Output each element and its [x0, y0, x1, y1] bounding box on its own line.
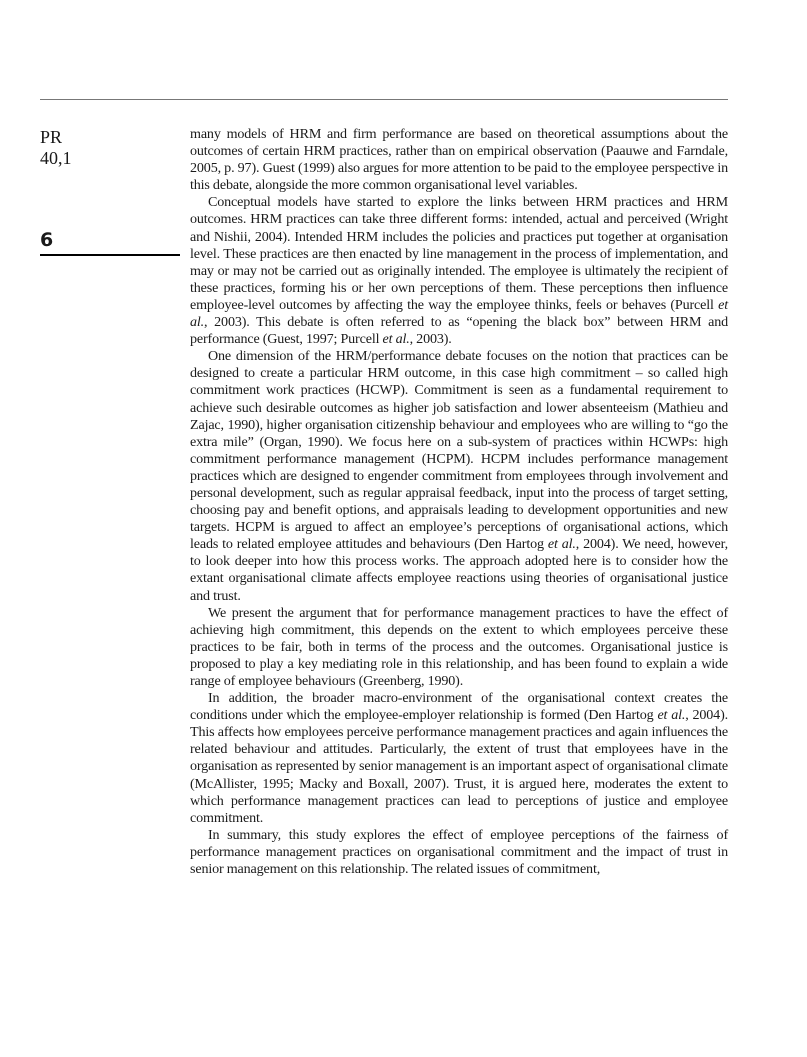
paragraph — [190, 605, 728, 690]
paragraph — [190, 827, 728, 878]
header-rule — [40, 99, 728, 100]
italic-text: et al. — [547, 536, 576, 553]
paragraph — [190, 690, 728, 827]
italic-text: et al. — [382, 331, 410, 348]
text-run: , 2004). This affects how employees perceive performance management practices and again influences the related behaviour and attitudes. Particularly, the extent of trust that employees have in the organisation as represented by senior management is an important aspect of organisational climate (McAllister, 1995; Macky and Boxall, 2007). Trust, it is argued here, moderates the extent to which performance management practices can lead to perceptions of justice and employee commitment. — [190, 707, 728, 826]
text-run: , 2003). This debate is often referred to as “opening the black box” between HRM and performance (Guest, 1997; Purcell — [190, 314, 728, 348]
text-run: Conceptual models have started to explore the links between HRM practices and HRM outcomes. HRM practices can take three different forms: intended, actual and perceived (Wright and Nishii, 2004). Intended HRM includes the policies and practices put together at organisation level. These practices are then enacted by line management in the process of implementation, and may or may not be carried out as originally intended. The employee is ultimately the recipient of these practices, forming his or her own perceptions of them. These perceptions then influence employee-level outcomes by affecting the way the employee thinks, feels or behaves (Purcell — [190, 194, 728, 313]
paragraph — [190, 194, 728, 348]
italic-text: et al. — [190, 296, 728, 331]
text-run: , 2004). We need, however, to look deeper into how this process works. The approach adopted here is to consider how the extant organisational climate affects employee reactions using theories of organisational justice and trust. — [190, 536, 728, 604]
text-run: One dimension of the HRM/performance debate focuses on the notion that practices can be designed to create a particular HRM outcome, in this case high commitment – so called high commitment work practices (HCWP). Commitment is seen as a fundamental requirement to achieve such desirable outcomes as higher job satisfaction and lower absenteeism (Mathieu and Zajac, 1990), higher organisation citizenship behaviour and employees who are willing to “go the extra mile” (Organ, 1990). We focus here on a sub-system of practices within HCWPs: high commitment performance management (HCPM). HCPM includes performance management practices which are designed to engender commitment from employees through involvement and personal development, such as regular appraisal feedback, input into the process of target setting, choosing pay and benefit options, and appraisals leading to development opportunities and new targets. HCPM is argued to affect an employee’s perceptions of organisational actions, which leads to related employee attitudes and behaviours (Den Hartog — [190, 348, 728, 553]
page-number-rule — [40, 254, 180, 256]
journal-info — [40, 127, 72, 169]
page-number: 6 — [40, 229, 54, 251]
volume-issue: 40,1 — [40, 148, 72, 168]
paragraph — [190, 348, 728, 604]
text-run: We present the argument that for performance management practices to have the effect of achieving high commitment, this depends on the extent to which employees perceive these practices to be fair, both in terms of the process and the outcomes. Organisational justice is proposed to play a key mediating role in this relationship, and has been found to explain a wide range of employee behaviours (Greenberg, 1990). — [190, 604, 728, 689]
journal-abbrev: PR — [40, 127, 63, 147]
text-run: , 2003). — [409, 331, 452, 348]
paragraph — [190, 126, 728, 194]
text-run: In addition, the broader macro-environment of the organisational context creates the conditions under which the employee-employer relationship is formed (Den Hartog — [190, 690, 728, 724]
text-run: In summary, this study explores the effect of employee perceptions of the fairness of performance management practices on organisational commitment and the impact of trust in senior management on this relationship. The related issues of commitment, — [190, 826, 728, 878]
text-run: many models of HRM and firm performance are based on theoretical assumptions about the outcomes of certain HRM practices, rather than on empirical observation (Paauwe and Farndale, 2005, p. 97). Guest (1999) also argues for more attention to be paid to the employee perspective in this debate, alongside the more common organisational level variables. — [190, 126, 728, 194]
italic-text: et al. — [657, 707, 686, 724]
body-text — [190, 126, 728, 878]
